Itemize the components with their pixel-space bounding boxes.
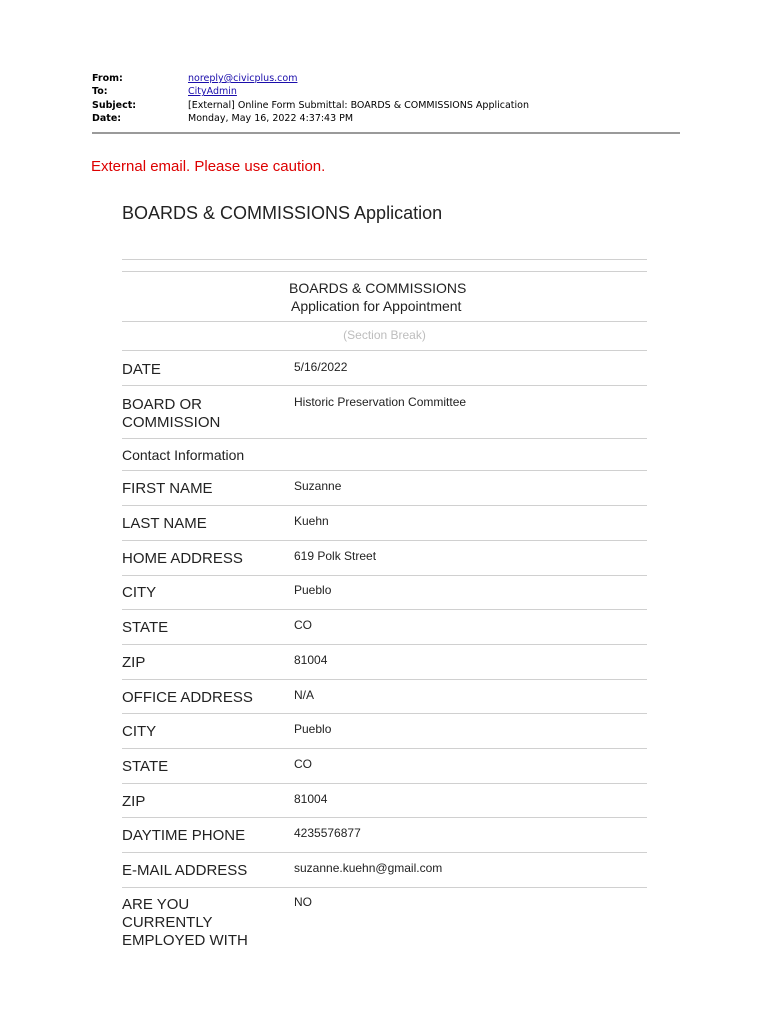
header-divider bbox=[92, 132, 680, 134]
subject-value: [External] Online Form Submittal: BOARDS & COMMISSIONS Application bbox=[188, 99, 530, 111]
field-label: STATE bbox=[122, 758, 169, 775]
divider bbox=[122, 575, 647, 576]
divider bbox=[122, 385, 647, 386]
divider bbox=[122, 271, 647, 272]
form-heading-line1: BOARDS & COMMISSIONS bbox=[289, 280, 467, 296]
divider bbox=[122, 817, 647, 818]
field-value: 81004 bbox=[294, 792, 328, 806]
field-label: BOARD OR COMMISSION bbox=[122, 396, 221, 431]
field-value: NO bbox=[294, 895, 312, 909]
subject-row bbox=[92, 99, 682, 112]
field-label: FIRST NAME bbox=[122, 480, 213, 497]
from-link[interactable]: noreply@civicplus.com bbox=[188, 73, 298, 84]
field-label: CITY bbox=[122, 584, 157, 601]
field-value: Suzanne bbox=[294, 479, 342, 493]
field-label: E-MAIL ADDRESS bbox=[122, 862, 248, 879]
subject-label: Subject: bbox=[92, 99, 137, 111]
field-value: 81004 bbox=[294, 653, 328, 667]
form-title: BOARDS & COMMISSIONS Application bbox=[122, 203, 443, 223]
field-label: ARE YOU CURRENTLY EMPLOYED WITH bbox=[122, 896, 248, 949]
field-value: Historic Preservation Committee bbox=[294, 395, 467, 409]
field-label: ZIP bbox=[122, 793, 146, 810]
field-label: DATE bbox=[122, 361, 161, 378]
field-value: 5/16/2022 bbox=[294, 360, 348, 374]
section-heading-contact: Contact Information bbox=[122, 447, 245, 463]
divider bbox=[122, 644, 647, 645]
field-value: Pueblo bbox=[294, 583, 332, 597]
date-value: Monday, May 16, 2022 4:37:43 PM bbox=[188, 112, 354, 124]
caution-banner: External email. Please use caution. bbox=[91, 158, 326, 175]
field-label: CITY bbox=[122, 723, 157, 740]
field-label: OFFICE ADDRESS bbox=[122, 689, 253, 706]
field-label: ZIP bbox=[122, 654, 146, 671]
divider bbox=[122, 748, 647, 749]
field-label: LAST NAME bbox=[122, 515, 207, 532]
field-value: Kuehn bbox=[294, 514, 329, 528]
divider bbox=[122, 321, 647, 322]
divider bbox=[122, 713, 647, 714]
email-header bbox=[92, 72, 682, 125]
from-row bbox=[92, 72, 682, 85]
from-label: From: bbox=[92, 73, 123, 84]
field-value: CO bbox=[294, 618, 312, 632]
divider bbox=[122, 438, 647, 439]
divider bbox=[122, 505, 647, 506]
to-label: To: bbox=[92, 86, 108, 98]
field-label: HOME ADDRESS bbox=[122, 550, 243, 567]
field-value: Pueblo bbox=[294, 722, 332, 736]
divider bbox=[122, 887, 647, 888]
field-label: STATE bbox=[122, 619, 169, 636]
field-value: CO bbox=[294, 757, 312, 771]
form-heading-line2: Application for Appointment bbox=[291, 298, 462, 314]
divider bbox=[122, 259, 647, 260]
field-label: DAYTIME PHONE bbox=[122, 827, 246, 844]
divider bbox=[122, 783, 647, 784]
field-value: suzanne.kuehn@gmail.com bbox=[294, 861, 443, 875]
section-break: (Section Break) bbox=[343, 328, 426, 342]
date-row bbox=[92, 112, 682, 125]
field-value: N/A bbox=[294, 688, 315, 702]
date-label: Date: bbox=[92, 112, 122, 124]
divider bbox=[122, 540, 647, 541]
field-value: 4235576877 bbox=[294, 826, 361, 840]
divider bbox=[122, 679, 647, 680]
form-heading bbox=[122, 279, 647, 315]
to-row bbox=[92, 85, 682, 98]
divider bbox=[122, 470, 647, 471]
field-value: 619 Polk Street bbox=[294, 549, 377, 563]
divider bbox=[122, 852, 647, 853]
divider bbox=[122, 350, 647, 351]
to-link[interactable]: CityAdmin bbox=[188, 86, 237, 98]
divider bbox=[122, 609, 647, 610]
